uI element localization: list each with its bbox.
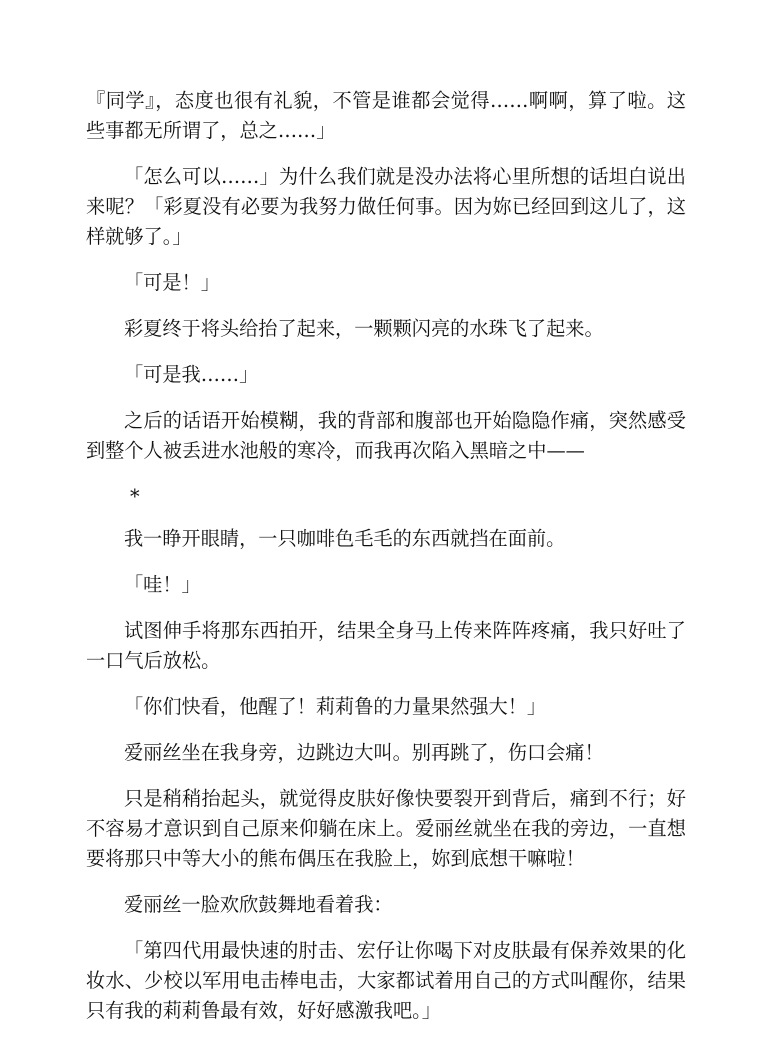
paragraph: 试图伸手将那东西拍开，结果全身马上传来阵阵疼痛，我只好吐了一口气后放松。 bbox=[86, 619, 686, 672]
paragraph: 爱丽丝坐在我身旁，边跳边大叫。别再跳了，伤口会痛！ bbox=[124, 741, 604, 764]
paragraph: 之后的话语开始模糊，我的背部和腹部也开始隐隐作痛，突然感受到整个人被丢进水池般的寒冷，而我再次陷入黑暗之中—— bbox=[86, 409, 686, 462]
paragraph: 我一睁开眼睛，一只咖啡色毛毛的东西就挡在面前。 bbox=[124, 527, 566, 550]
paragraph: 「哇！」 bbox=[124, 573, 201, 596]
paragraph: 只是稍稍抬起头，就觉得皮肤好像快要裂开到背后，痛到不行；好不容易才意识到自己原来仰躺在床上。爱丽丝就坐在我的旁边，一直想要将那只中等大小的熊布偶压在我脸上，妳到底想干嘛啦！ bbox=[86, 787, 686, 870]
paragraph: 彩夏终于将头给抬了起来，一颗颗闪亮的水珠飞了起来。 bbox=[124, 317, 604, 340]
paragraph: 『同学』，态度也很有礼貌，不管是谁都会觉得……啊啊，算了啦。这些事都无所谓了，总之……」 bbox=[86, 89, 686, 142]
paragraph: 「你们快看，他醒了！莉莉鲁的力量果然强大！」 bbox=[124, 695, 547, 718]
paragraph: 「第四代用最快速的肘击、宏仔让你喝下对皮肤最有保养效果的化妆水、少校以军用电击棒电击，大家都试着用自己的方式叫醒你，结果只有我的莉莉鲁最有效，好好感激我吧。」 bbox=[86, 939, 686, 1022]
scene-break: * bbox=[130, 485, 140, 508]
paragraph: 爱丽丝一脸欢欣鼓舞地看着我： bbox=[124, 893, 393, 916]
paragraph: 「可是我……」 bbox=[124, 363, 259, 386]
body-text bbox=[86, 86, 686, 1042]
paragraph: 「怎么可以……」为什么我们就是没办法将心里所想的话坦白说出来呢？「彩夏没有必要为我努力做任何事。因为妳已经回到这儿了，这样就够了。」 bbox=[86, 165, 686, 248]
paragraph: 「可是！」 bbox=[124, 271, 220, 294]
